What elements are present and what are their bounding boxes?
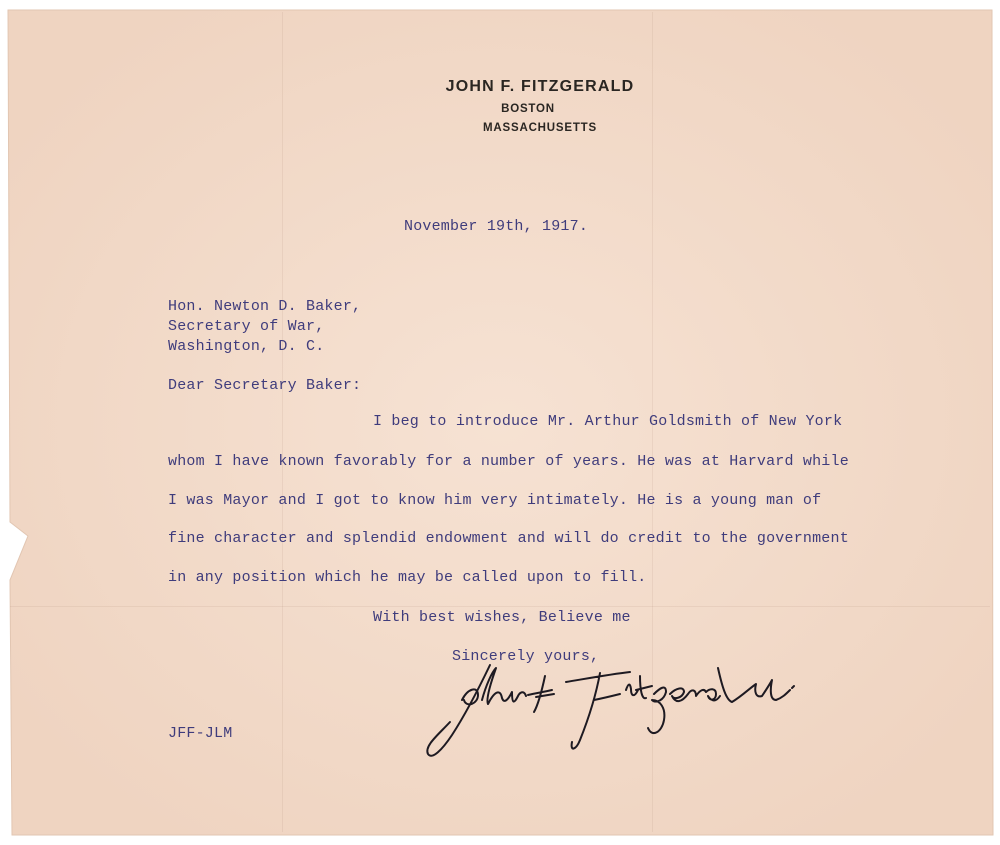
letterhead-name: JOHN F. FITZGERALD: [445, 78, 635, 95]
recipient-title: Secretary of War,: [168, 318, 325, 335]
body-line: in any position which he may be called upon to fill.: [168, 569, 647, 586]
letter-date: November 19th, 1917.: [404, 218, 589, 235]
salutation: Dear Secretary Baker:: [168, 377, 362, 394]
closing-wishes: With best wishes, Believe me: [373, 609, 631, 626]
body-line: fine character and splendid endowment and will do credit to the government: [168, 530, 849, 547]
letterhead-city: BOSTON: [501, 103, 555, 115]
closing-sincerely: Sincerely yours,: [452, 648, 600, 665]
recipient-location: Washington, D. C.: [168, 338, 325, 355]
paper-fold-horizontal: [10, 606, 990, 607]
letterhead-state: MASSACHUSETTS: [483, 122, 597, 134]
paper-fold-vertical-left: [282, 12, 283, 832]
typist-initials: JFF-JLM: [168, 725, 233, 742]
body-line: I was Mayor and I got to know him very intimately. He is a young man of: [168, 492, 822, 509]
body-line: whom I have known favorably for a number of years. He was at Harvard while: [168, 453, 849, 470]
body-line: I beg to introduce Mr. Arthur Goldsmith of New York: [373, 413, 843, 430]
recipient-name: Hon. Newton D. Baker,: [168, 298, 362, 315]
